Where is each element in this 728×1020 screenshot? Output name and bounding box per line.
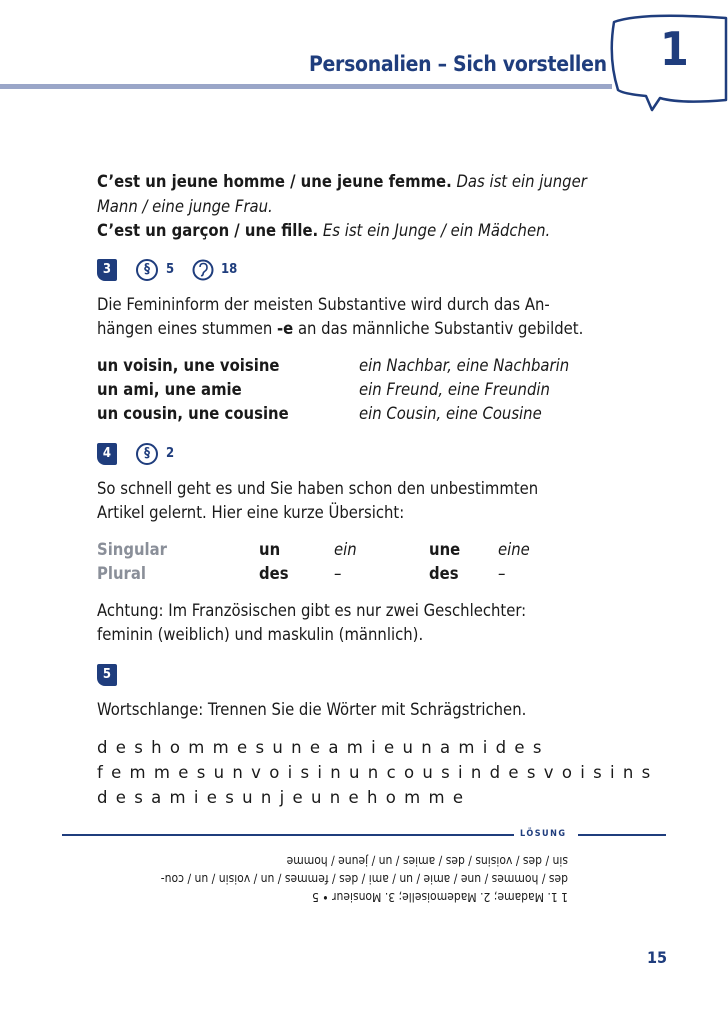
suffix-e: -e xyxy=(277,319,294,338)
solution-line: des / hommes / une / amie / un / ami / des / femmes / un / voisin / un / cou- xyxy=(160,872,568,886)
word-snake-line: deshommesuneamieunamides xyxy=(97,738,550,757)
grammar-ref: 2 xyxy=(166,446,175,461)
vocab-german: ein Cousin, eine Cousine xyxy=(359,404,542,423)
exercise-4-note-2: feminin (weiblich) und maskulin (männlich). xyxy=(97,625,424,644)
exercise-5-badge: 5 xyxy=(97,664,117,686)
vocab-german: ein Freund, eine Freundin xyxy=(359,380,550,399)
chapter-title: Personalien – Sich vorstellen xyxy=(309,52,607,76)
grammar-paragraph-icon: § xyxy=(136,259,158,281)
article-row-label: Singular xyxy=(97,540,167,559)
intro-translation-2: Es ist ein Junge / ein Mädchen. xyxy=(322,221,551,240)
chapter-number: 1 xyxy=(660,22,689,76)
intro-line-1 xyxy=(97,169,587,194)
article-feminine: des xyxy=(429,564,459,583)
exercise-4-note-1: Achtung: Im Französischen gibt es nur zwei Geschlechter: xyxy=(97,601,527,620)
intro-sentence-1: C’est un jeune homme / une jeune femme. xyxy=(97,172,452,191)
word-snake-line: femmesunvoisinuncousindesvoisins xyxy=(97,763,659,782)
exercise-3-text-2 xyxy=(97,316,583,341)
text-part: hängen eines stummen xyxy=(97,319,278,338)
page-number: 15 xyxy=(647,948,668,967)
intro-line-2: Mann / eine junge Frau. xyxy=(97,197,273,216)
solution-line: 1 1. Madame; 2. Mademoiselle; 3. Monsieur • 5 xyxy=(311,890,568,904)
word-snake-line: desamiesunjeunehomme xyxy=(97,788,472,807)
audio-track-ref: 18 xyxy=(221,262,238,277)
article-row-label: Plural xyxy=(97,564,146,583)
header-rule xyxy=(0,84,612,89)
article-feminine: une xyxy=(429,540,461,559)
solution-rule-left xyxy=(62,834,514,836)
article-feminine-de: eine xyxy=(498,540,530,559)
grammar-ref: 5 xyxy=(166,262,175,277)
vocab-german: ein Nachbar, eine Nachbarin xyxy=(359,356,570,375)
article-masculine: un xyxy=(259,540,281,559)
article-masculine: des xyxy=(259,564,289,583)
intro-line-3 xyxy=(97,218,550,243)
vocab-french: un ami, une amie xyxy=(97,380,242,399)
solution-label: LÖSUNG xyxy=(520,829,567,839)
exercise-3-text-1: Die Femininform der meisten Substantive wird durch das An- xyxy=(97,295,550,314)
intro-sentence-2: C’est un garçon / une fille. xyxy=(97,221,319,240)
vocab-french: un cousin, une cousine xyxy=(97,404,289,423)
article-masculine-de: ein xyxy=(334,540,357,559)
solution-rule-right xyxy=(578,834,666,836)
text-part: an das männliche Substantiv gebildet. xyxy=(293,319,584,338)
solution-text xyxy=(100,852,568,906)
exercise-4-badge: 4 xyxy=(97,443,117,465)
article-feminine-de: – xyxy=(498,564,506,583)
exercise-5-instruction: Wortschlange: Trennen Sie die Wörter mit Schrägstrichen. xyxy=(97,700,527,719)
grammar-paragraph-icon: § xyxy=(136,443,158,465)
exercise-3-badge: 3 xyxy=(97,259,117,281)
solution-line: sin / des / voisins / des / amies / un / jeune / homme xyxy=(286,854,568,868)
intro-translation-1: Das ist ein junger xyxy=(456,172,587,191)
audio-ear-icon xyxy=(192,259,214,281)
vocab-french: un voisin, une voisine xyxy=(97,356,280,375)
exercise-4-text-2: Artikel gelernt. Hier eine kurze Übersicht: xyxy=(97,503,405,522)
exercise-4-text-1: So schnell geht es und Sie haben schon den unbestimmten xyxy=(97,479,539,498)
article-masculine-de: – xyxy=(334,564,342,583)
